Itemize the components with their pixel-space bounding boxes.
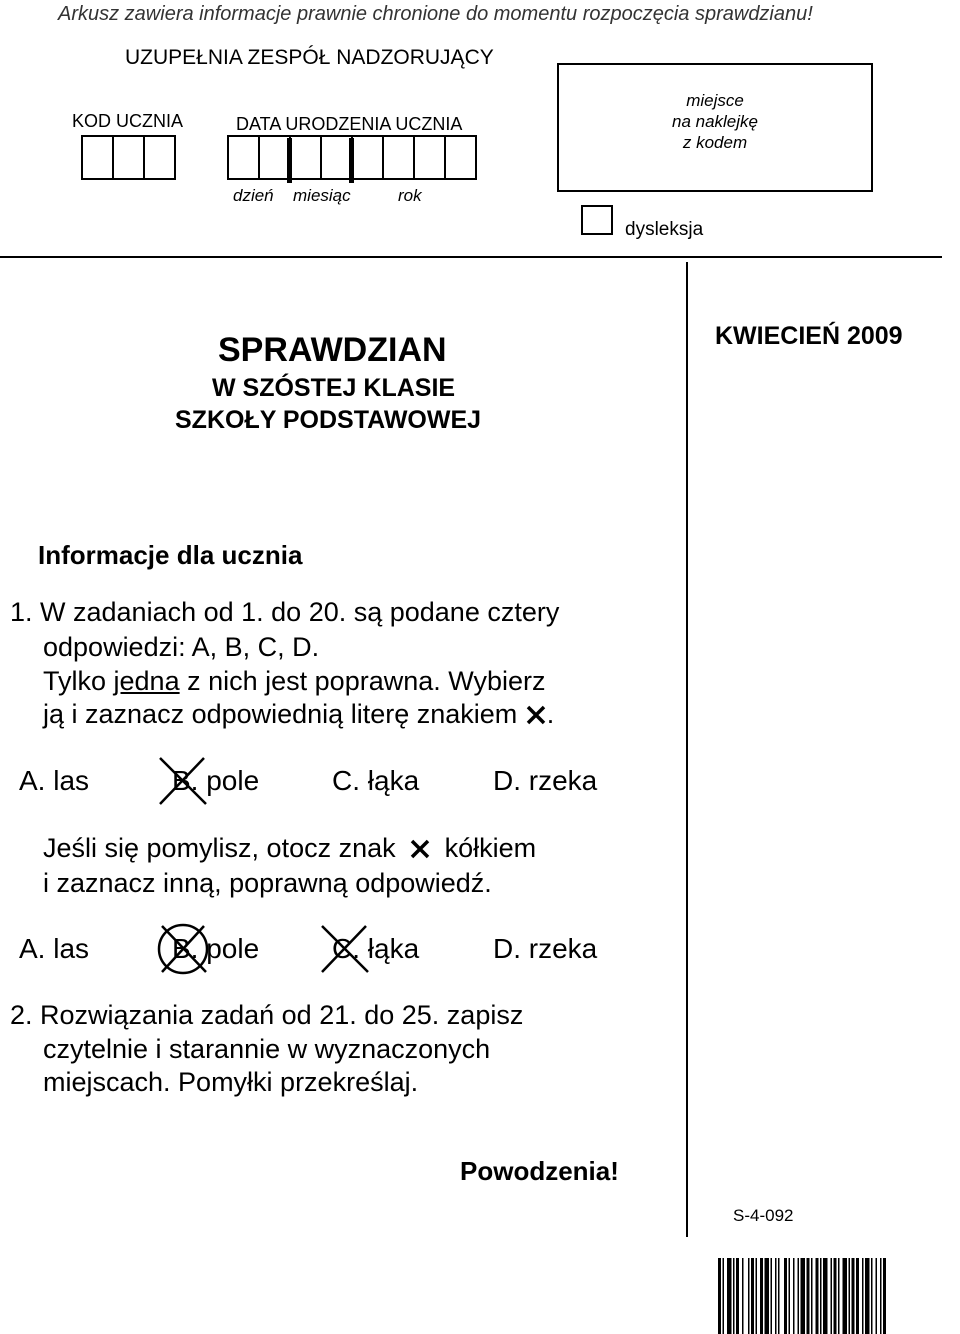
birth-date-cell[interactable] — [351, 135, 384, 180]
barcode-bar — [816, 1258, 819, 1334]
example-1-option-a: A. las — [19, 765, 90, 796]
barcode-bar — [807, 1258, 810, 1334]
birth-date-cell[interactable] — [382, 135, 415, 180]
text-part: . — [546, 699, 555, 729]
student-code-cell[interactable] — [143, 135, 176, 180]
month-label: miesiąc — [293, 186, 351, 205]
exam-date: KWIECIEŃ 2009 — [715, 322, 903, 350]
example-1-option-b: B. pole — [172, 765, 260, 796]
dyslexia-checkbox[interactable] — [581, 205, 613, 235]
date-separator — [349, 138, 354, 183]
example-1-option-d: D. rzeka — [493, 765, 598, 796]
circled-cross-icon — [154, 920, 210, 976]
barcode-bar — [765, 1258, 770, 1334]
date-separator — [287, 138, 292, 183]
exam-title: SPRAWDZIAN — [218, 331, 447, 369]
text-part: z nich jest poprawna. Wybierz — [179, 666, 546, 696]
emphasized-word: jedna — [113, 666, 180, 696]
exam-code: S-4-092 — [733, 1206, 794, 1225]
barcode-bar — [778, 1258, 780, 1334]
legal-notice: Arkusz zawiera informacje prawnie chronione do momentu rozpoczęcia sprawdzianu! — [58, 3, 813, 25]
text-part: Jeśli się pomylisz, otocz znak — [43, 833, 396, 863]
sticker-line-2: na naklejkę — [671, 112, 758, 131]
instruction-2-line-3: miejscach. Pomyłki przekreślaj. — [43, 1067, 419, 1097]
example-2-option-b: B. pole — [172, 933, 260, 964]
barcode-bar — [852, 1258, 855, 1334]
example-2-option-d: D. rzeka — [493, 933, 598, 964]
barcode-bar — [865, 1258, 870, 1334]
barcode-bar — [751, 1258, 754, 1334]
exam-subtitle-2: SZKOŁY PODSTAWOWEJ — [175, 406, 482, 434]
barcode-bar — [811, 1258, 813, 1334]
text-part: ją i zaznacz odpowiednią literę znakiem — [43, 699, 518, 729]
student-code-cell[interactable] — [81, 135, 114, 180]
instruction-1-line-4 — [43, 699, 554, 730]
instruction-correction-line-2: i zaznacz inną, poprawną odpowiedź. — [43, 868, 492, 898]
barcode-bar — [718, 1258, 721, 1334]
barcode-bar — [748, 1258, 750, 1334]
barcode-bar — [871, 1258, 873, 1334]
barcode-bar — [838, 1258, 840, 1334]
barcode-bar — [742, 1258, 744, 1334]
barcode-bar — [727, 1258, 732, 1334]
barcode-bar — [760, 1258, 763, 1334]
barcode-bar — [856, 1258, 859, 1334]
vertical-divider — [686, 262, 688, 1237]
barcode-bar — [834, 1258, 837, 1334]
header-divider — [0, 256, 942, 258]
text-part: kółkiem — [444, 833, 537, 863]
example-cross-icon — [154, 754, 210, 808]
barcode-bar — [883, 1258, 886, 1334]
day-label: dzień — [233, 186, 274, 205]
example-1-option-c: C. łąka — [332, 765, 420, 796]
instruction-2-line-2: czytelnie i starannie w wyznaczonych — [43, 1034, 491, 1064]
barcode-bar — [876, 1258, 878, 1334]
barcode-bar — [784, 1258, 787, 1334]
student-code-label: KOD UCZNIA — [72, 111, 184, 131]
birth-date-cell[interactable] — [444, 135, 477, 180]
barcode-bar — [723, 1258, 725, 1334]
good-luck: Powodzenia! — [460, 1156, 619, 1186]
barcode-bar — [756, 1258, 758, 1334]
barcode-bar — [733, 1258, 735, 1334]
barcode-bar — [775, 1258, 777, 1334]
barcode-bar — [831, 1258, 833, 1334]
barcode-bar — [849, 1258, 851, 1334]
birth-date-cell[interactable] — [413, 135, 446, 180]
cross-mark-icon — [409, 839, 431, 859]
instruction-1-line-3 — [43, 666, 546, 697]
sticker-line-1: miejsce — [686, 91, 744, 110]
sticker-line-3: z kodem — [682, 133, 748, 152]
year-label: rok — [398, 186, 422, 205]
committee-label: UZUPEŁNIA ZESPÓŁ NADZORUJĄCY — [125, 46, 494, 69]
barcode-bar — [793, 1258, 795, 1334]
instruction-correction-line-1 — [43, 833, 536, 864]
exam-subtitle-1: W SZÓSTEJ KLASIE — [212, 374, 456, 402]
sticker-box — [557, 63, 873, 192]
barcode-bar — [820, 1258, 822, 1334]
barcode-bar — [736, 1258, 739, 1334]
cross-mark-icon — [525, 705, 547, 725]
barcode-bar — [862, 1258, 864, 1334]
instruction-1-line-1: 1. W zadaniach od 1. do 20. są podane cztery — [10, 597, 560, 627]
instruction-1-line-2: odpowiedzi: A, B, C, D. — [43, 632, 320, 662]
info-heading: Informacje dla ucznia — [38, 540, 303, 570]
corrected-cross-icon — [316, 920, 372, 976]
birth-date-label: DATA URODZENIA UCZNIA — [236, 114, 463, 134]
example-2-option-a: A. las — [19, 933, 90, 964]
barcode-bar — [880, 1258, 882, 1334]
birth-date-cell[interactable] — [227, 135, 260, 180]
birth-date-cell[interactable] — [289, 135, 322, 180]
barcode-icon — [716, 1258, 956, 1334]
dyslexia-label: dysleksja — [625, 219, 704, 240]
barcode-bar — [798, 1258, 800, 1334]
barcode-bar — [789, 1258, 791, 1334]
barcode-bar — [843, 1258, 848, 1334]
example-2-option-c: C. łąka — [332, 933, 420, 964]
instruction-2-line-1: 2. Rozwiązania zadań od 21. do 25. zapisz — [10, 1000, 524, 1030]
barcode-bar — [801, 1258, 806, 1334]
barcode-bar — [823, 1258, 828, 1334]
barcode-bar — [771, 1258, 773, 1334]
text-part: Tylko — [43, 666, 114, 696]
student-code-cell[interactable] — [112, 135, 145, 180]
